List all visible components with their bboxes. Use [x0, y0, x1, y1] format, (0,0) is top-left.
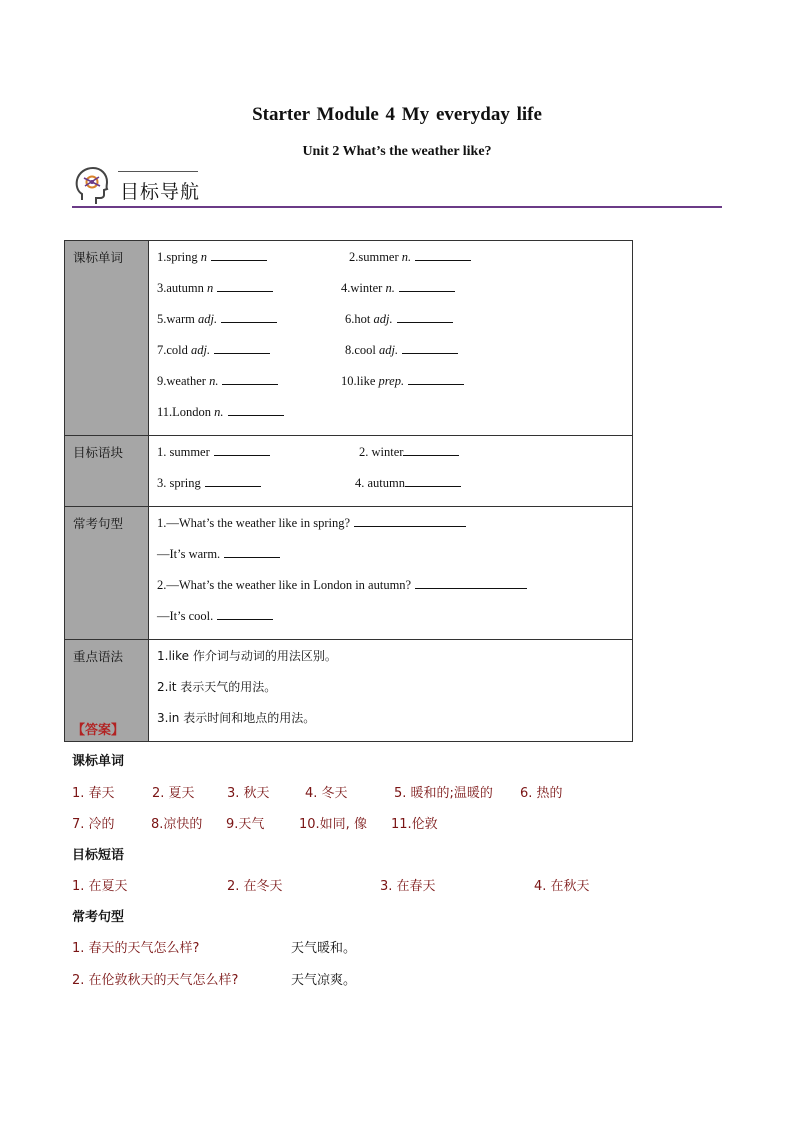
vocab-pos: adj. [197, 312, 218, 326]
grammar-line: 2.it 表示天气的用法。 [157, 680, 277, 694]
sentences-cell [149, 507, 633, 640]
answer-vocab-head: 课标单词 [72, 754, 125, 769]
grammar-cell [149, 640, 633, 742]
answer-item: 3. 在春天 [380, 879, 436, 894]
sentence-line: 2.—What’s the weather like in London in autumn? [157, 578, 412, 592]
vocab-head: 课标单词 [65, 241, 149, 436]
answer-item: 10.如同, 像 [299, 817, 367, 832]
vocab-pos: adj. [191, 343, 211, 357]
grammar-line: 3.in 表示时间和地点的用法。 [157, 711, 316, 725]
vocab-pos: n. [401, 250, 412, 264]
answer-item: 4. 在秋天 [534, 879, 590, 894]
vocab-pos: n. [209, 374, 219, 388]
vocab-pos: n. [214, 405, 224, 419]
blank-line[interactable] [217, 606, 273, 620]
vocab-pos: prep. [378, 374, 405, 388]
unit-subtitle: Unit 2 What’s the weather like? [302, 144, 492, 159]
answer-sentence-head: 常考句型 [72, 910, 125, 925]
answer-item: 6. 热的 [520, 786, 563, 801]
sentence-line: 1.—What’s the weather like in spring? [157, 516, 350, 530]
vocab-word: 9.weather [157, 374, 210, 388]
vocab-row [65, 241, 633, 436]
blank-line[interactable] [224, 544, 280, 558]
blank-line[interactable] [354, 513, 466, 527]
answer-item: 1. 春天 [72, 786, 115, 801]
vocab-pos: n [200, 250, 207, 264]
sentence-line: —It’s warm. [157, 547, 221, 561]
answer-item: 5. 暖和的;温暖的 [394, 786, 493, 801]
vocab-pos: n [207, 281, 214, 295]
blank-line[interactable] [211, 247, 267, 261]
vocab-word: 6.hot [345, 312, 374, 326]
answer-item: 11.伦敦 [391, 817, 438, 832]
answer-phrase-head: 目标短语 [72, 848, 125, 863]
vocab-word: 10.like [341, 374, 379, 388]
answer-reply: 天气暖和。 [291, 941, 357, 956]
grammar-line: 1.like 作介词与动词的用法区别。 [157, 649, 337, 663]
blank-line[interactable] [408, 371, 464, 385]
blank-line[interactable] [228, 402, 284, 416]
answer-question: 1. 春天的天气怎么样? [72, 941, 200, 956]
blank-line[interactable] [399, 278, 455, 292]
vocab-word: 8.cool [345, 343, 380, 357]
vocab-word: 3.autumn [157, 281, 207, 295]
vocab-word: 2.summer [349, 250, 402, 264]
blank-line[interactable] [222, 371, 278, 385]
blank-line[interactable] [205, 473, 261, 487]
study-table [64, 240, 633, 742]
answer-item: 2. 在冬天 [227, 879, 283, 894]
phrase-item: 3. spring [157, 476, 201, 490]
sentences-row [65, 507, 633, 640]
answer-item: 7. 冷的 [72, 817, 115, 832]
vocab-pos: adj. [379, 343, 399, 357]
sentences-head: 常考句型 [65, 507, 149, 640]
page-title: Starter Module 4 My everyday life [252, 104, 542, 125]
answer-item: 2. 夏天 [152, 786, 195, 801]
vocab-word: 4.winter [341, 281, 386, 295]
phrase-item: 2. winter [359, 445, 404, 459]
phrases-head: 目标语块 [65, 436, 149, 507]
nav-divider [72, 206, 722, 208]
blank-line[interactable] [415, 247, 471, 261]
blank-line[interactable] [217, 278, 273, 292]
vocab-word: 5.warm [157, 312, 198, 326]
vocab-word: 1.spring [157, 250, 201, 264]
blank-line[interactable] [405, 473, 461, 487]
grammar-row [65, 640, 633, 742]
vocab-pos: n. [385, 281, 395, 295]
grammar-head: 重点语法 [65, 640, 149, 742]
blank-line[interactable] [221, 309, 277, 323]
answer-tag: 【答案】 [72, 723, 125, 738]
phrase-item: 1. summer [157, 445, 210, 459]
blank-line[interactable] [415, 575, 527, 589]
vocab-pos: adj. [373, 312, 393, 326]
phrases-row [65, 436, 633, 507]
blank-line[interactable] [402, 340, 458, 354]
vocab-cell [149, 241, 633, 436]
blank-line[interactable] [397, 309, 453, 323]
blank-line[interactable] [403, 442, 459, 456]
answer-item: 9.天气 [226, 817, 265, 832]
answer-item: 4. 冬天 [305, 786, 348, 801]
nav-title: 目标导航 [120, 181, 201, 203]
answer-item: 3. 秋天 [227, 786, 270, 801]
blank-line[interactable] [214, 442, 270, 456]
answer-question: 2. 在伦敦秋天的天气怎么样? [72, 973, 239, 988]
vocab-word: 11.London [157, 405, 215, 419]
sentence-line: —It’s cool. [157, 609, 214, 623]
answer-item: 8.凉快的 [151, 817, 203, 832]
phrases-cell [149, 436, 633, 507]
phrase-item: 4. autumn [355, 476, 405, 490]
blank-line[interactable] [214, 340, 270, 354]
vocab-word: 7.cold [157, 343, 192, 357]
answer-item: 1. 在夏天 [72, 879, 128, 894]
nav-top-line [118, 171, 198, 172]
answer-reply: 天气凉爽。 [291, 973, 357, 988]
head-gear-icon [74, 166, 110, 206]
